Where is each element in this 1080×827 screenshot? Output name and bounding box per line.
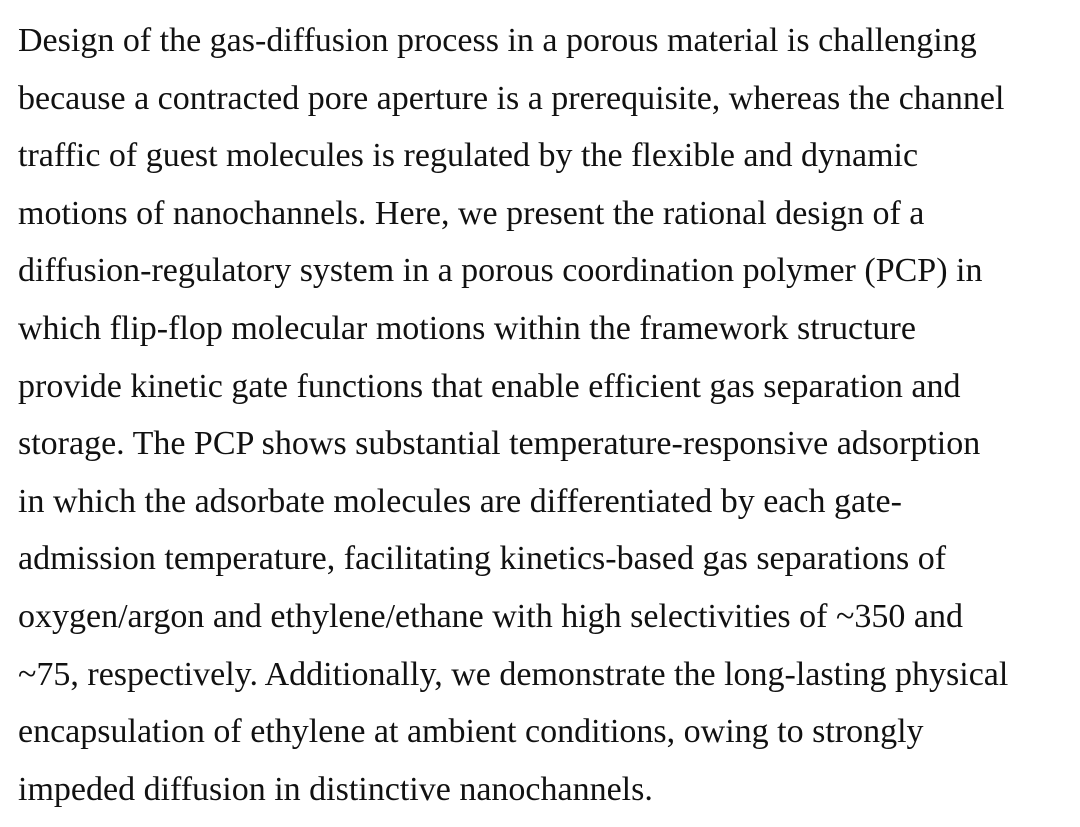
abstract-line: impeded diffusion in distinctive nanochannels. (18, 770, 653, 808)
abstract-line: encapsulation of ethylene at ambient conditions, owing to strongly (18, 713, 924, 751)
abstract-line: because a contracted pore aperture is a prerequisite, whereas the channel (18, 79, 1005, 117)
abstract-line: Design of the gas-diffusion process in a porous material is challenging (18, 22, 977, 59)
abstract-line: provide kinetic gate functions that enable efficient gas separation and (18, 367, 961, 405)
abstract-line: motions of nanochannels. Here, we present the rational design of a (18, 194, 925, 232)
abstract-line: oxygen/argon and ethylene/ethane with high selectivities of ~350 and (18, 597, 963, 635)
abstract-line: storage. The PCP shows substantial temperature-responsive adsorption (18, 425, 981, 463)
abstract-line: admission temperature, facilitating kinetics-based gas separations of (18, 540, 947, 578)
abstract-line: traffic of guest molecules is regulated by the flexible and dynamic (18, 137, 919, 175)
abstract-line: ~75, respectively. Additionally, we demonstrate the long-lasting physical (18, 655, 1009, 693)
abstract-paragraph (18, 12, 1064, 818)
abstract-line: in which the adsorbate molecules are differentiated by each gate- (18, 482, 902, 520)
abstract-line: diffusion-regulatory system in a porous coordination polymer (PCP) in (18, 252, 983, 290)
abstract-line: which flip-flop molecular motions within the framework structure (18, 309, 916, 347)
